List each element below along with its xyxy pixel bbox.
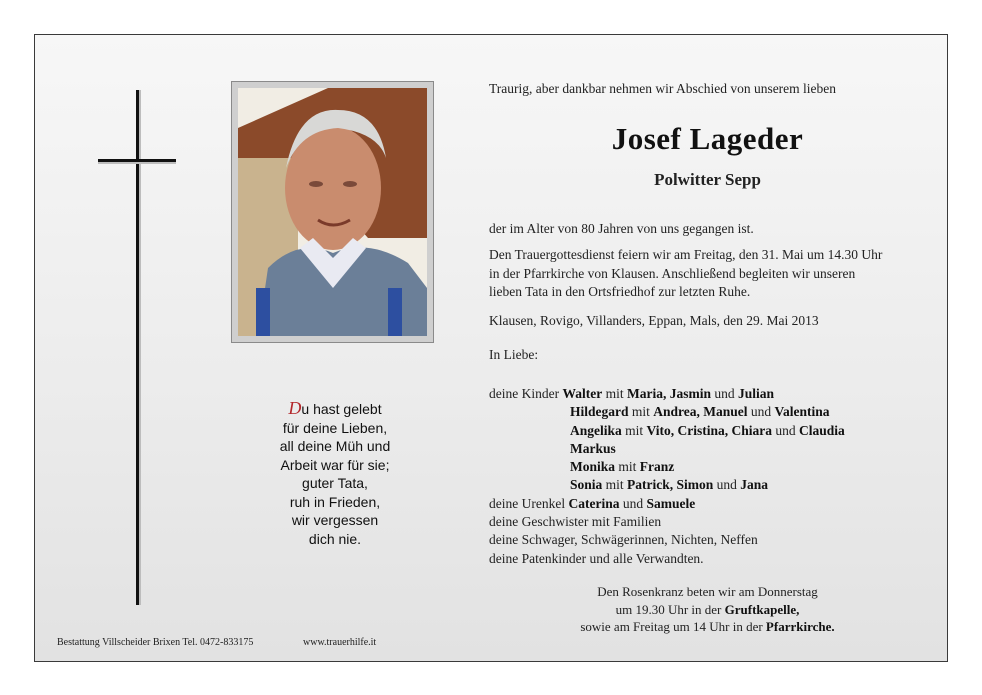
family-connector: mit xyxy=(631,404,650,420)
rosary-place: Pfarrkirche. xyxy=(765,619,835,634)
family-member: Monika xyxy=(570,459,616,475)
poem-line: dich nie. xyxy=(308,530,362,547)
family-connector: und xyxy=(714,386,735,401)
family-member: Markus xyxy=(570,440,616,456)
service-line: in der Pfarrkirche von Klausen. Anschließend begleiten wir unseren xyxy=(489,265,856,281)
family-connector: mit xyxy=(605,477,624,493)
family-connector: und xyxy=(775,422,796,438)
service-line: lieben Tata in den Ortsfriedhof zur letzten Ruhe. xyxy=(489,284,751,299)
family-connector: und xyxy=(750,404,772,420)
family-row xyxy=(489,403,845,421)
rosary-place: Gruftkapelle, xyxy=(724,601,800,617)
family-row xyxy=(489,476,845,494)
family-connector: und xyxy=(716,477,737,493)
service-line: Den Trauergottesdienst feiern wir am Freitag, den 31. Mai um 14.30 Uhr xyxy=(489,247,883,262)
family-connector: und xyxy=(622,495,644,511)
poem-line: ruh in Frieden, xyxy=(289,493,381,510)
poem-line: u hast gelebt xyxy=(301,401,382,417)
family-member: Walter xyxy=(562,386,603,401)
service-paragraph xyxy=(489,246,929,302)
family-member: Valentina xyxy=(774,404,830,420)
deceased-nickname: Polwitter Sepp xyxy=(654,170,761,189)
family-member: Samuele xyxy=(646,495,696,511)
family-connector: mit xyxy=(625,422,644,438)
family-connector: mit xyxy=(618,459,637,475)
family-member: Caterina xyxy=(568,495,620,511)
family-row xyxy=(489,422,845,440)
family-row xyxy=(489,495,845,513)
website-text: www.trauerhilfe.it xyxy=(303,637,377,648)
poem-line: wir vergessen xyxy=(291,512,379,528)
poem-line: guter Tata, xyxy=(302,475,368,491)
family-row: deine Schwager, Schwägerinnen, Nichten, Neffen xyxy=(489,532,758,548)
family-row xyxy=(489,440,845,458)
rosary-line: Den Rosenkranz beten wir am Donnerstag xyxy=(597,584,818,599)
rosary-line xyxy=(435,601,980,619)
portrait-photo xyxy=(238,88,427,336)
family-row: deine Patenkinder und alle Verwandten. xyxy=(489,550,704,566)
rosary-text: um 19.30 Uhr in der xyxy=(615,601,722,617)
family-member: Hildegard xyxy=(570,404,629,420)
family-member: Julian xyxy=(738,386,775,401)
family-member: Franz xyxy=(639,459,675,475)
family-member: Andrea, Manuel xyxy=(653,404,748,420)
family-row xyxy=(489,458,845,476)
family-member: Maria, Jasmin xyxy=(627,386,711,401)
portrait-illustration xyxy=(238,88,427,336)
poem-dropcap: D xyxy=(288,398,302,418)
intro-text: Traurig, aber dankbar nehmen wir Abschied von unserem lieben xyxy=(489,81,837,96)
in-love-label: In Liebe: xyxy=(489,347,539,362)
family-member: Jana xyxy=(740,477,769,493)
family-prefix: deine Kinder xyxy=(489,386,560,401)
family-connector: mit xyxy=(605,386,624,401)
portrait-frame xyxy=(231,81,434,343)
memorial-poem xyxy=(235,399,435,548)
deceased-name: Josef Lageder xyxy=(611,121,804,156)
funeral-home-info: Bestattung Villscheider Brixen Tel. 0472-833175 xyxy=(57,637,254,648)
poem-line: Arbeit war für sie; xyxy=(280,456,390,473)
poem-line: für deine Lieben, xyxy=(282,419,388,436)
family-member: Vito, Cristina, Chiara xyxy=(646,422,773,438)
cross-horizontal-beam xyxy=(98,159,176,162)
cross-vertical-beam xyxy=(136,90,139,605)
place-date: Klausen, Rovigo, Villanders, Eppan, Mals, den 29. Mai 2013 xyxy=(489,313,819,328)
obituary-card xyxy=(34,34,948,662)
family-row xyxy=(489,385,845,403)
family-row: deine Geschwister mit Familien xyxy=(489,514,662,530)
age-line: der im Alter von 80 Jahren von uns gegangen ist. xyxy=(489,221,754,236)
family-member: Patrick, Simon xyxy=(627,477,714,493)
rosary-text: sowie am Freitag um 14 Uhr in der xyxy=(580,619,763,634)
family-member: Claudia xyxy=(799,422,845,438)
rosary-line xyxy=(435,618,980,636)
family-member: Angelika xyxy=(570,422,622,438)
family-member: Sonia xyxy=(570,477,603,493)
rosary-notice xyxy=(435,583,980,636)
poem-line: all deine Müh und xyxy=(279,438,391,454)
family-prefix: deine Urenkel xyxy=(489,495,566,511)
family-list xyxy=(489,385,845,568)
